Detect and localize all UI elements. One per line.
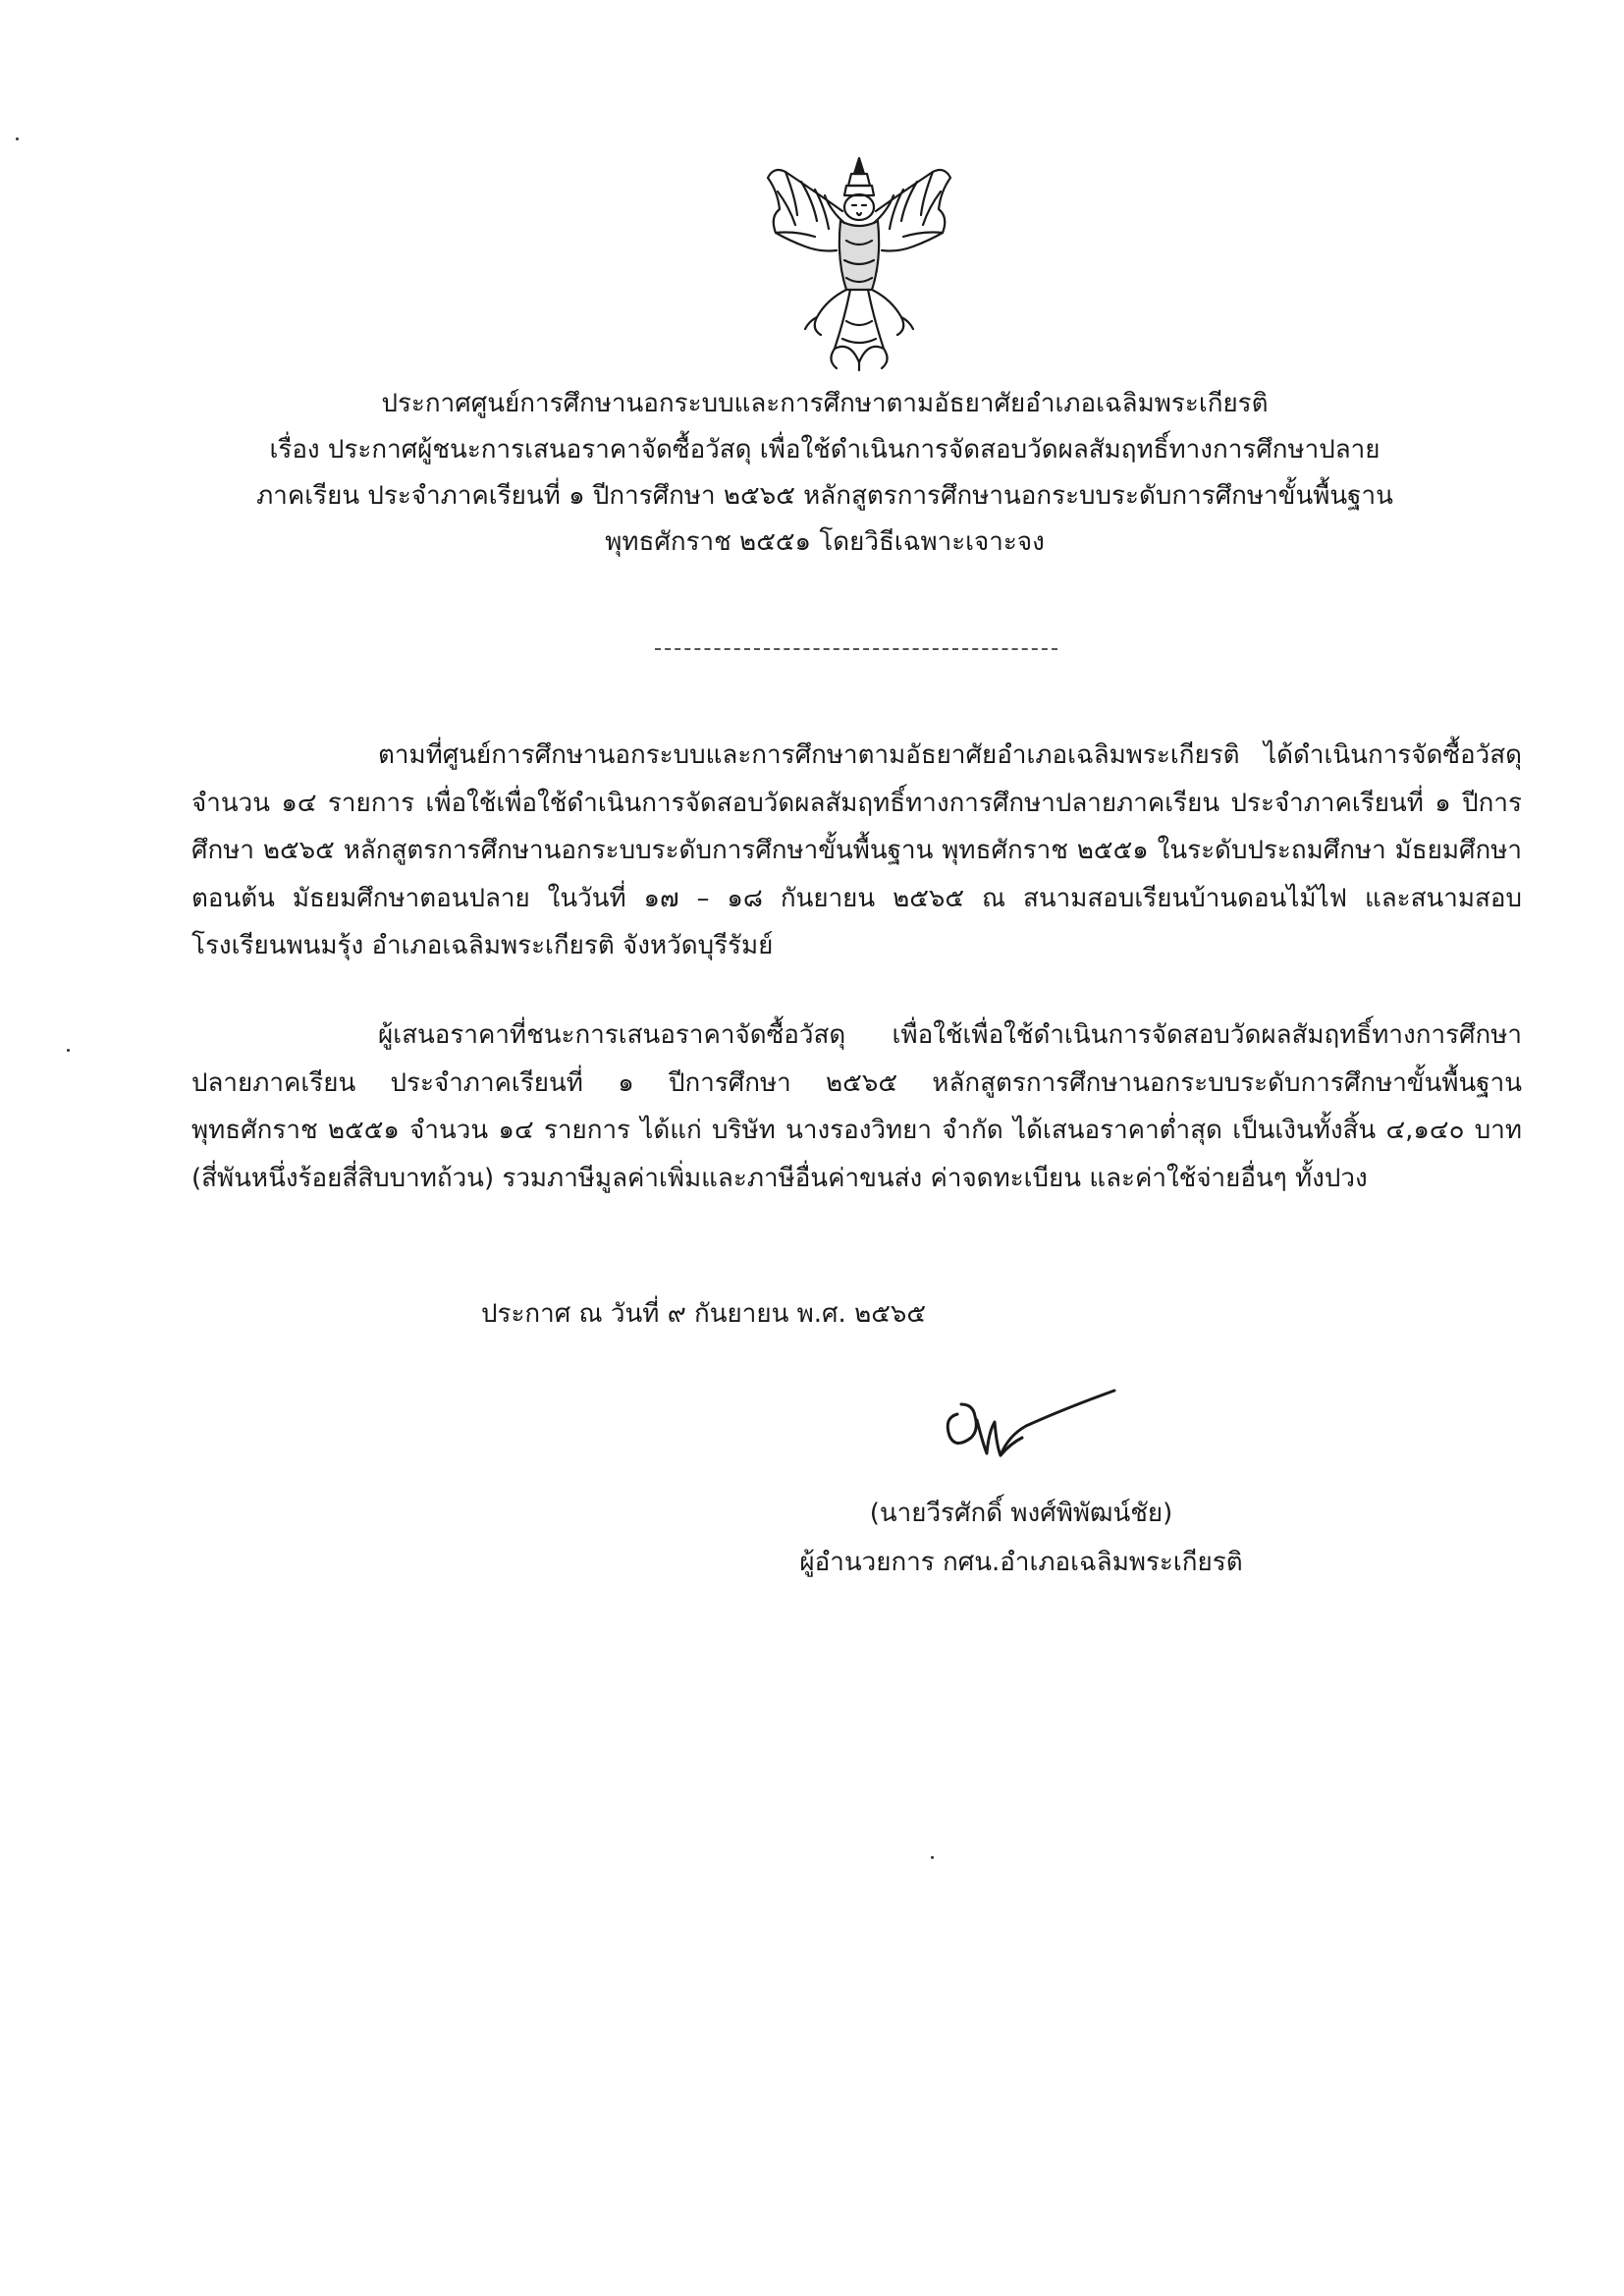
signature-block: [707, 1489, 1335, 1587]
heading-line: ภาคเรียน ประจำภาคเรียนที่ ๑ ปีการศึกษา ๒๕๖๕ หลักสูตรการศึกษานอกระบบระดับการศึกษาขั้นพื้นฐาน: [256, 481, 1393, 511]
divider-line: [655, 648, 1057, 650]
body-paragraph-2: ผู้เสนอราคาที่ชนะการเสนอราคาจัดซื้อวัสดุ เพื่อใช้เพื่อใช้ดำเนินการจัดสอบวัดผลสัมฤทธิ์ทางการศึกษาปลายภาคเรียน ประจำภาคเรียนที่ ๑ ปีการศึกษา ๒๕๖๕ หลักสูตรการศึกษานอกระบบระดับการศึกษาขั้นพื้นฐาน พุทธศักราช ๒๕๕๑ จำนวน ๑๔ รายการ ได้แก่ บริษัท นางรองวิทยา จำกัด ได้เสนอราคาต่ำสุด เป็นเงินทั้งสิ้น ๔,๑๔๐ บาท (สี่พันหนึ่งร้อยสี่สิบบาทถ้วน) รวมภาษีมูลค่าเพิ่มและภาษีอื่นค่าขนส่ง ค่าจดทะเบียน และค่าใช้จ่ายอื่นๆ ทั้งปวง: [191, 1020, 1522, 1193]
heading-line: พุทธศักราช ๒๕๕๑ โดยวิธีเฉพาะเจาะจง: [605, 527, 1045, 557]
signer-position: ผู้อำนวยการ กศน.อำเภอเฉลิมพระเกียรติ: [799, 1548, 1243, 1577]
scan-speck: [931, 1856, 934, 1859]
garuda-emblem-icon: [756, 152, 962, 373]
handwritten-signature-icon: [938, 1375, 1124, 1483]
heading-line: ประกาศศูนย์การศึกษานอกระบบและการศึกษาตามอัธยาศัยอำเภอเฉลิมพระเกียรติ: [381, 389, 1269, 418]
scan-speck: [67, 1049, 70, 1052]
heading-line: เรื่อง ประกาศผู้ชนะการเสนอราคาจัดซื้อวัสดุ เพื่อใช้ดำเนินการจัดสอบวัดผลสัมฤทธิ์ทางการศึกษาปลาย: [269, 435, 1380, 465]
scan-speck: [16, 137, 19, 140]
signer-name: (นายวีรศักดิ์ พงศ์พิพัฒน์ชัย): [869, 1499, 1173, 1528]
announcement-heading: [236, 381, 1414, 566]
announcement-date: ประกาศ ณ วันที่ ๙ กันยายน พ.ศ. ๒๕๖๕: [481, 1299, 927, 1329]
body-paragraph-1: ตามที่ศูนย์การศึกษานอกระบบและการศึกษาตามอัธยาศัยอำเภอเฉลิมพระเกียรติ ได้ดำเนินการจัดซื้อวัสดุ จำนวน ๑๔ รายการ เพื่อใช้เพื่อใช้ดำเนินการจัดสอบวัดผลสัมฤทธิ์ทางการศึกษาปลายภาคเรียน ประจำภาคเรียนที่ ๑ ปีการศึกษา ๒๕๖๕ หลักสูตรการศึกษานอกระบบระดับการศึกษาขั้นพื้นฐาน พุทธศักราช ๒๕๕๑ ในระดับประถมศึกษา มัธยมศึกษาตอนต้น มัธยมศึกษาตอนปลาย ในวันที่ ๑๗ – ๑๘ กันยายน ๒๕๖๕ ณ สนามสอบเรียนบ้านดอนไม้ไฟ และสนามสอบโรงเรียนพนมรุ้ง อำเภอเฉลิมพระเกียรติ จังหวัดบุรีรัมย์: [191, 740, 1522, 960]
